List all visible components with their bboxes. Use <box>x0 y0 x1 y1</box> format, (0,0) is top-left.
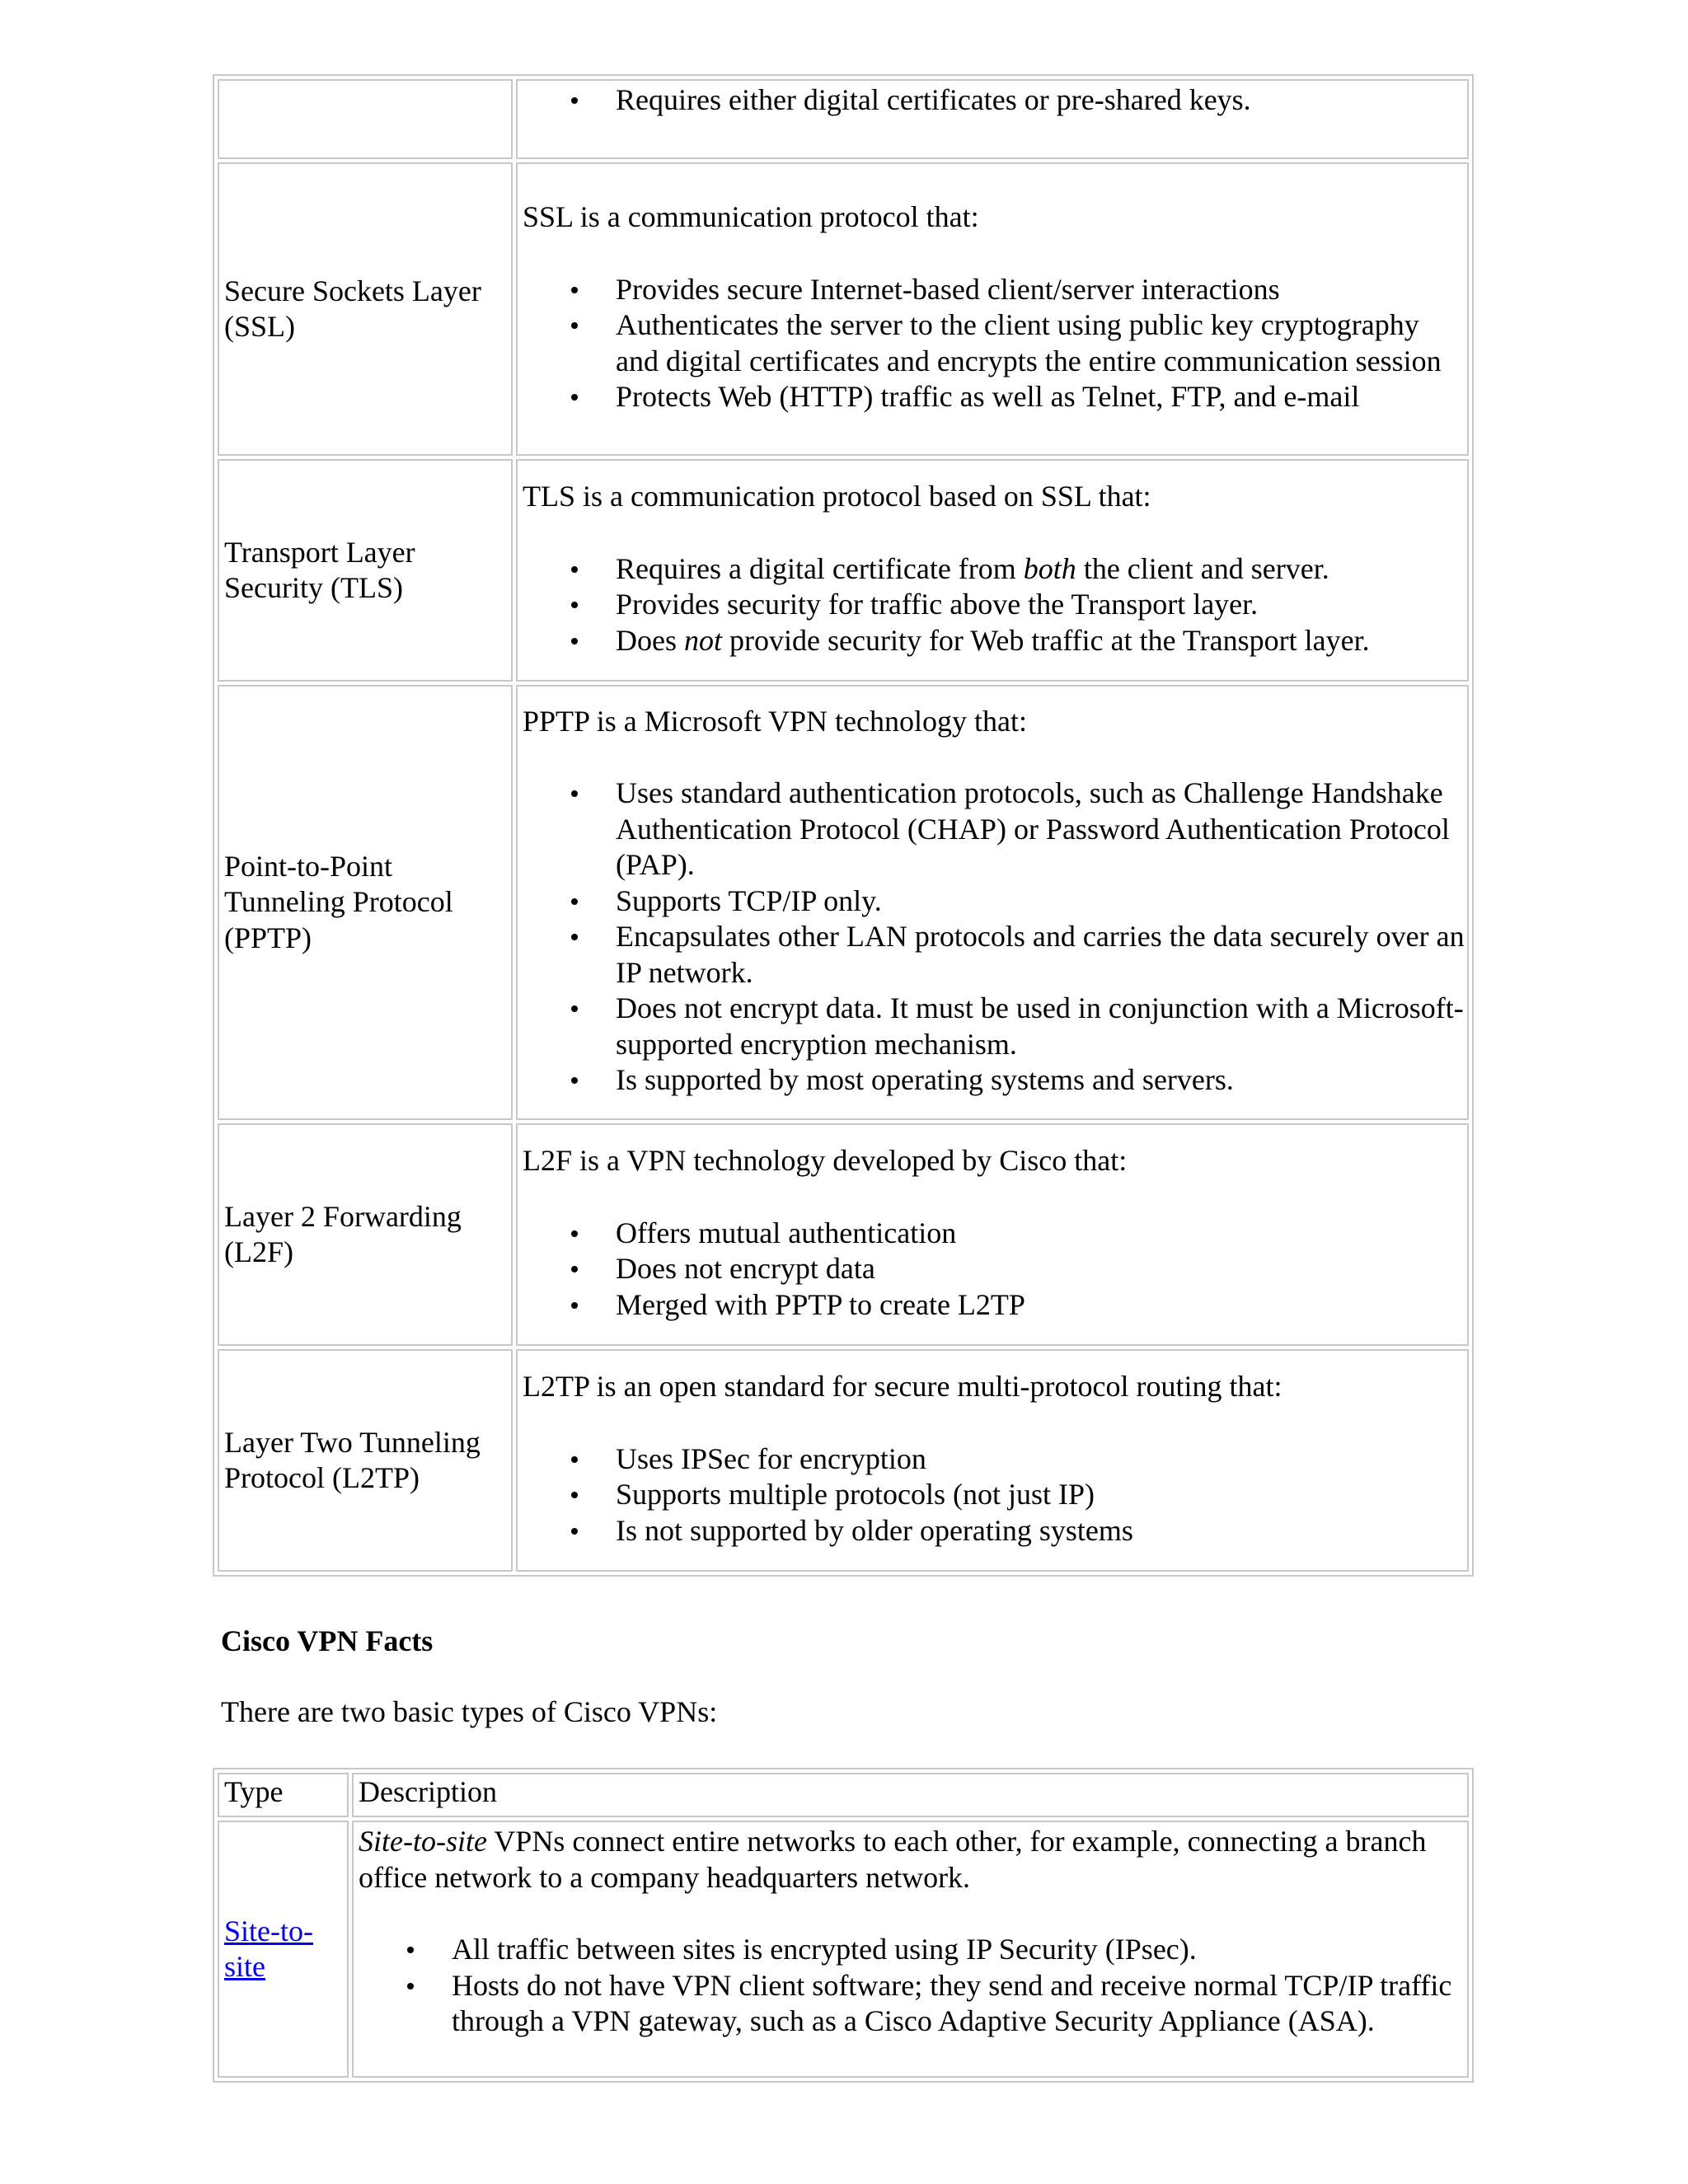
table-row <box>218 162 1469 456</box>
list-item: Requires either digital certificates or pre-shared keys. <box>523 82 1467 119</box>
column-header-description: Description <box>352 1773 1469 1817</box>
list-item: Does not encrypt data <box>523 1251 1467 1287</box>
protocol-intro: TLS is a communication protocol based on SSL that: <box>523 480 1151 513</box>
vpn-type-cell <box>218 1821 349 2078</box>
table-row <box>218 1349 1469 1572</box>
list-item: Is not supported by older operating systems <box>523 1513 1467 1549</box>
list-item: Hosts do not have VPN client software; they send and receive normal TCP/IP traffic through a VPN gateway, such as a Cisco Adaptive Security Appliance (ASA). <box>359 1968 1467 2040</box>
bullet-list <box>359 1932 1467 2040</box>
protocol-name-cell <box>218 79 513 159</box>
list-item: Merged with PPTP to create L2TP <box>523 1287 1467 1324</box>
protocol-name-cell: Transport Layer Security (TLS) <box>218 459 513 682</box>
emphasis-text: Site-to-site <box>359 1825 487 1858</box>
table-header-row <box>218 1773 1469 1817</box>
section-intro: There are two basic types of Cisco VPNs: <box>221 1695 718 1728</box>
bullet-list <box>523 272 1467 415</box>
protocol-description-cell <box>516 459 1469 682</box>
list-item: Provides secure Internet-based client/server interactions <box>523 272 1467 308</box>
bullet-list <box>523 776 1467 1099</box>
table-row <box>218 79 1469 159</box>
column-header-type: Type <box>218 1773 349 1817</box>
table-row <box>218 1821 1469 2078</box>
list-item: Uses IPSec for encryption <box>523 1441 1467 1478</box>
list-item: All traffic between sites is encrypted using IP Security (IPsec). <box>359 1932 1467 1968</box>
table-row <box>218 459 1469 682</box>
bullet-list <box>523 82 1467 119</box>
emphasis-text: not <box>684 623 723 657</box>
site-to-site-link[interactable]: Site-to-site <box>224 1914 313 1983</box>
protocol-name-cell: Secure Sockets Layer (SSL) <box>218 162 513 456</box>
vpn-description-cell <box>352 1821 1469 2078</box>
emphasis-text: both <box>1023 551 1076 585</box>
list-item: Does not encrypt data. It must be used in conjunction with a Microsoft-supported encryption mechanism. <box>523 991 1467 1062</box>
protocol-description-cell <box>516 162 1469 456</box>
vpn-protocol-table <box>213 74 1474 1577</box>
protocol-description-cell <box>516 1123 1469 1346</box>
protocol-name-cell: Layer 2 Forwarding (L2F) <box>218 1123 513 1346</box>
protocol-name-cell: Layer Two Tunneling Protocol (L2TP) <box>218 1349 513 1572</box>
bullet-list <box>523 551 1467 659</box>
list-item: Uses standard authentication protocols, such as Challenge Handshake Authentication Protocol (CHAP) or Password Authentication Protocol (PAP). <box>523 776 1467 883</box>
list-item: Offers mutual authentication <box>523 1216 1467 1252</box>
table-row <box>218 685 1469 1120</box>
list-item: Provides security for traffic above the Transport layer. <box>523 587 1467 623</box>
list-item: Supports TCP/IP only. <box>523 883 1467 920</box>
list-item: Requires a digital certificate from both the client and server. <box>523 551 1467 588</box>
protocol-intro: L2TP is an open standard for secure multi-protocol routing that: <box>523 1370 1282 1403</box>
bullet-list <box>523 1216 1467 1324</box>
list-item: Supports multiple protocols (not just IP) <box>523 1477 1467 1513</box>
protocol-intro: L2F is a VPN technology developed by Cisco that: <box>523 1144 1128 1177</box>
list-item: Protects Web (HTTP) traffic as well as Telnet, FTP, and e-mail <box>523 379 1467 415</box>
protocol-intro: PPTP is a Microsoft VPN technology that: <box>523 704 1027 738</box>
vpn-intro: Site-to-site VPNs connect entire networks to each other, for example, connecting a branch office network to a company headquarters network. <box>359 1825 1427 1894</box>
cisco-vpn-types-table <box>213 1768 1474 2083</box>
list-item: Is supported by most operating systems and servers. <box>523 1062 1467 1099</box>
protocol-description-cell <box>516 79 1469 159</box>
list-item: Does not provide security for Web traffic at the Transport layer. <box>523 623 1467 659</box>
section-heading: Cisco VPN Facts <box>221 1624 434 1657</box>
protocol-intro: SSL is a communication protocol that: <box>523 200 979 234</box>
protocol-name-cell: Point-to-Point Tunneling Protocol (PPTP) <box>218 685 513 1120</box>
protocol-description-cell <box>516 1349 1469 1572</box>
bullet-list <box>523 1441 1467 1549</box>
protocol-description-cell <box>516 685 1469 1120</box>
list-item: Authenticates the server to the client using public key cryptography and digital certificates and encrypts the entire communication session <box>523 307 1467 379</box>
table-row <box>218 1123 1469 1346</box>
list-item: Encapsulates other LAN protocols and carries the data securely over an IP network. <box>523 919 1467 991</box>
